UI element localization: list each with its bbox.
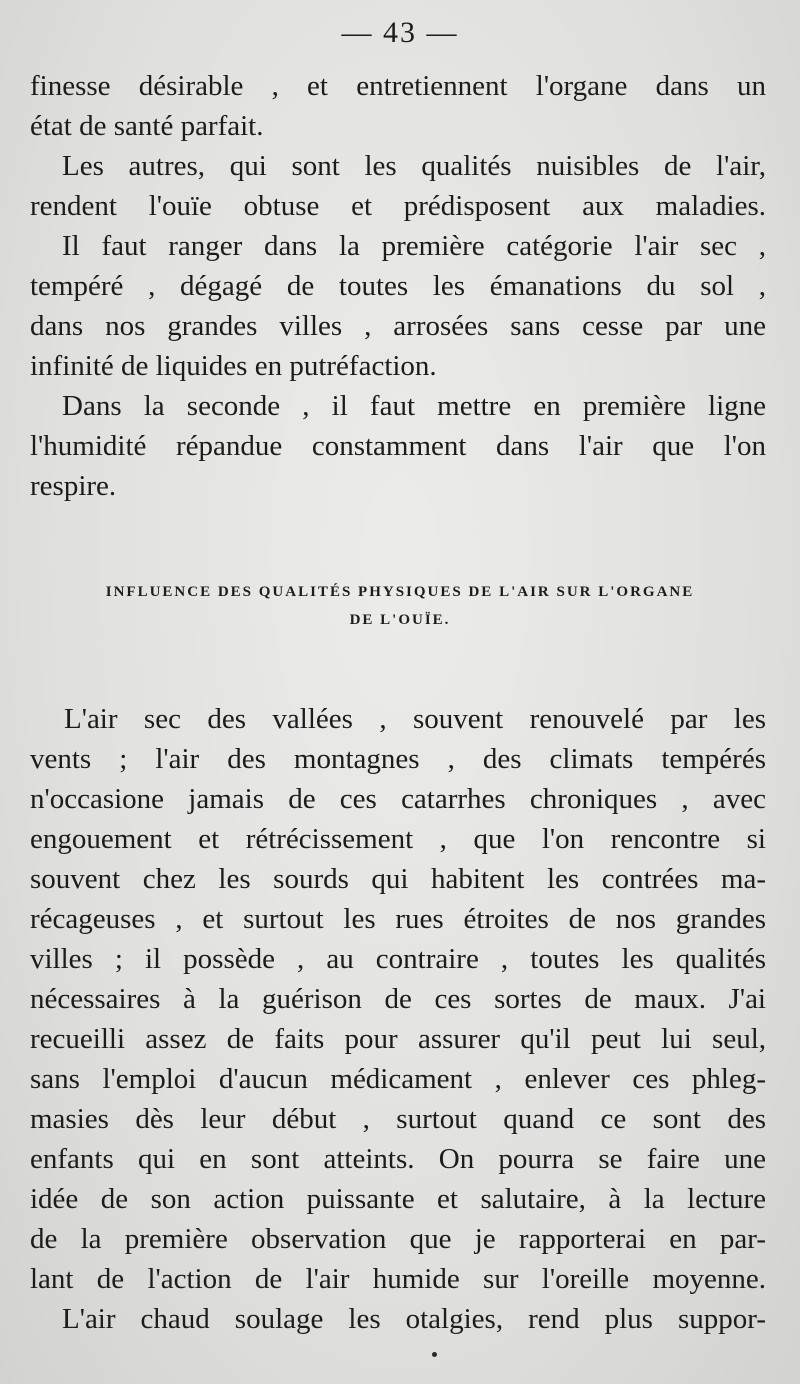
paragraphs-top <box>30 66 766 506</box>
text-line: lant de l'action de l'air humide sur l'oreille moyenne. <box>30 1263 766 1295</box>
text-line: villes ; il possède , au contraire , toutes les qualités <box>30 943 766 975</box>
text-line: dans nos grandes villes , arrosées sans cesse par une <box>30 310 766 342</box>
text-line: idée de son action puissante et salutaire, à la lecture <box>30 1183 766 1215</box>
text-line: récageuses , et surtout les rues étroites de nos grandes <box>30 903 766 935</box>
text-line: souvent chez les sourds qui habitent les contrées ma- <box>30 863 766 895</box>
text-line: L'air chaud soulage les otalgies, rend plus suppor- <box>62 1303 766 1335</box>
text-line: recueilli assez de faits pour assurer qu'il peut lui seul, <box>30 1023 766 1055</box>
text-line: enfants qui en sont atteints. On pourra se faire une <box>30 1143 766 1175</box>
page-number: — 43 — <box>341 16 459 49</box>
text-line: engouement et rétrécissement , que l'on rencontre si <box>30 823 766 855</box>
text-line: rendent l'ouïe obtuse et prédisposent aux maladies. <box>30 190 766 222</box>
text-line: l'humidité répandue constamment dans l'air que l'on <box>30 430 766 462</box>
text-line: finesse désirable , et entretiennent l'organe dans un <box>30 70 766 102</box>
text-line: infinité de liquides en putréfaction. <box>30 350 437 382</box>
text-line: masies dès leur début , surtout quand ce sont des <box>30 1103 766 1135</box>
text-line: nécessaires à la guérison de ces sortes de maux. J'ai <box>30 983 766 1015</box>
section-heading-line1: INFLUENCE DES QUALITÉS PHYSIQUES DE L'AIR SUR L'ORGANE <box>105 584 695 600</box>
text-line: état de santé parfait. <box>30 110 264 142</box>
text-line: vents ; l'air des montagnes , des climats tempérés <box>30 743 766 775</box>
text-line: respire. <box>30 470 117 502</box>
text-line: Dans la seconde , il faut mettre en première ligne <box>62 390 766 422</box>
paragraphs-bottom <box>30 699 766 1339</box>
section-heading-line2: DE L'OUÏE. <box>349 612 451 628</box>
text-line: tempéré , dégagé de toutes les émanations du sol , <box>30 270 766 302</box>
text-line: Il faut ranger dans la première catégorie l'air sec , <box>62 230 766 262</box>
section-heading <box>0 578 800 634</box>
text-line: de la première observation que je rapporterai en par- <box>30 1223 766 1255</box>
ink-dot <box>432 1352 437 1357</box>
text-line: n'occasione jamais de ces catarrhes chroniques , avec <box>30 783 766 815</box>
text-line: Les autres, qui sont les qualités nuisibles de l'air, <box>62 150 766 182</box>
text-line: sans l'emploi d'aucun médicament , enlever ces phleg- <box>30 1063 766 1095</box>
text-line: L'air sec des vallées , souvent renouvelé par les <box>64 703 766 735</box>
